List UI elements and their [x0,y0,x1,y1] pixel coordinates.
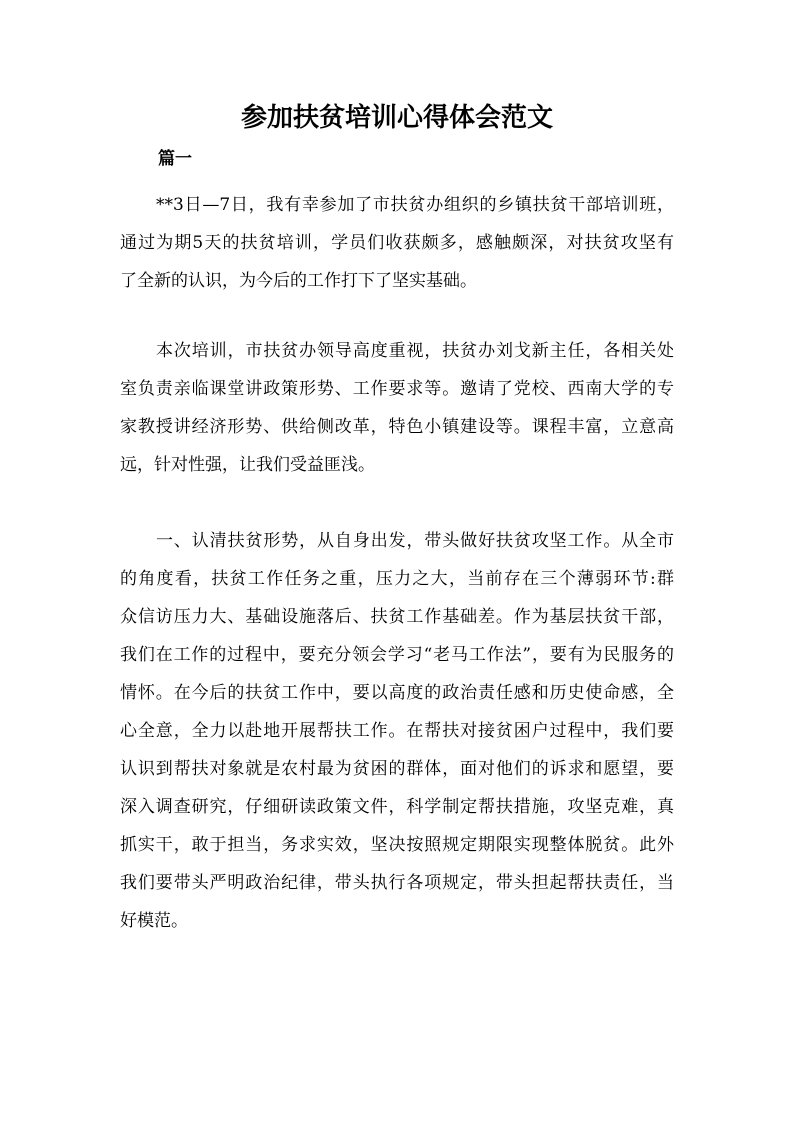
paragraph-line: 我们要带头严明政治纪律，带头执行各项规定，带头担起帮扶责任，当 [120,873,674,893]
paragraph-3 [120,522,674,940]
paragraph-line: 心全意，全力以赴地开展帮扶工作。在帮扶对接贫困户过程中，我们要 [120,721,674,741]
paragraph-line: 众信访压力大、基础设施落后、扶贫工作基础差。作为基层扶贫干部， [120,607,674,627]
document-title: 参加扶贫培训心得体会范文 [240,103,553,133]
paragraph-1 [120,186,674,300]
paragraph-line: 一、认清扶贫形势，从自身出发，带头做好扶贫攻坚工作。从全市 [156,531,674,551]
paragraph-line: 通过为期5天的扶贫培训，学员们收获颇多，感触颇深，对扶贫攻坚有 [120,233,674,253]
paragraph-line: 的角度看，扶贫工作任务之重，压力之大，当前存在三个薄弱环节:群 [120,569,674,589]
paragraph-line: 本次培训，市扶贫办领导高度重视，扶贫办刘戈新主任，各相关处 [156,341,674,361]
paragraph-2 [120,332,674,484]
paragraph-line: 深入调查研究，仔细研读政策文件，科学制定帮扶措施，攻坚克难，真 [120,797,674,817]
paragraph-line: 了全新的认识，为今后的工作打下了坚实基础。 [120,271,477,291]
paragraph-line: 远，针对性强，让我们受益匪浅。 [120,455,375,475]
paragraph-line: 家教授讲经济形势、供给侧改革，特色小镇建设等。课程丰富，立意高 [120,417,674,437]
paragraph-line: 室负责亲临课堂讲政策形势、工作要求等。邀请了党校、西南大学的专 [120,379,674,399]
paragraph-line: 我们在工作的过程中，要充分领会学习“老马工作法”，要有为民服务的 [120,645,674,665]
paragraph-line: 抓实干，敢于担当，务求实效，坚决按照规定期限实现整体脱贫。此外 [120,835,674,855]
section-heading: 篇一 [158,149,192,169]
paragraph-line: **3日—7日，我有幸参加了市扶贫办组织的乡镇扶贫干部培训班， [156,195,674,215]
paragraph-line: 认识到帮扶对象就是农村最为贫困的群体，面对他们的诉求和愿望，要 [120,759,674,779]
paragraph-line: 好模范。 [120,911,188,931]
paragraph-line: 情怀。在今后的扶贫工作中，要以高度的政治责任感和历史使命感，全 [120,683,674,703]
